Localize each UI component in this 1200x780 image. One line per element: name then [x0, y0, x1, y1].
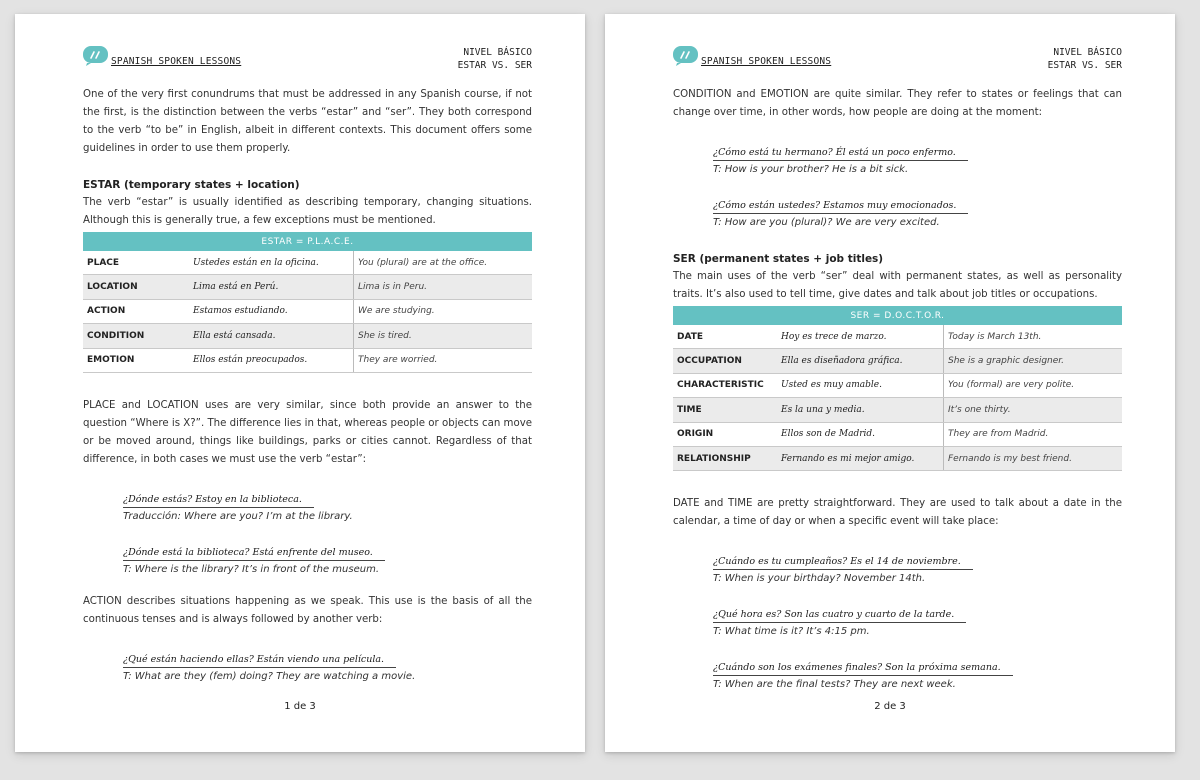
- page-number: 2 de 3: [874, 701, 906, 712]
- row-label: ORIGIN: [673, 422, 777, 446]
- row-spanish: Usted es muy amable.: [777, 373, 944, 397]
- estar-table: [83, 232, 532, 373]
- date-time-paragraph: DATE and TIME are pretty straightforward. They are used to talk about a date in the calendar, a time of day or when a specific event will take place:: [673, 498, 1122, 528]
- ser-table: [673, 306, 1122, 471]
- example-translation: Traducción: Where are you? I’m at the library.: [123, 510, 353, 522]
- example-block: [123, 647, 532, 686]
- table-row: [83, 348, 532, 372]
- example-spanish: ¿Cómo están ustedes? Estamos muy emocionados.: [713, 198, 968, 214]
- row-label: CHARACTERISTIC: [673, 373, 777, 397]
- place-location-paragraph: PLACE and LOCATION uses are very similar, since both provide an answer to the question “Where is X?”. The difference lies in that, whereas people or objects can move or be moved around, things like buildings, parks or cities cannot. Regardless of that difference, in both cases we must use the verb “estar”:: [83, 399, 532, 465]
- row-english: Lima is in Peru.: [354, 275, 533, 299]
- document-page-1: [15, 14, 585, 752]
- example-spanish: ¿Dónde está la biblioteca? Está enfrente del museo.: [123, 545, 385, 561]
- row-spanish: Ellos están preocupados.: [189, 348, 354, 372]
- example-translation: T: When is your birthday? November 14th.: [713, 573, 926, 585]
- header-right: [1048, 46, 1122, 72]
- row-spanish: Lima está en Perú.: [189, 275, 354, 299]
- brand-name: SPANISH SPOKEN LESSONS: [111, 56, 242, 67]
- table-row: [673, 398, 1122, 422]
- row-english: She is a graphic designer.: [944, 349, 1123, 373]
- table-row: [673, 422, 1122, 446]
- row-label: PLACE: [83, 251, 189, 275]
- row-label: ACTION: [83, 299, 189, 323]
- row-english: You (formal) are very polite.: [944, 373, 1123, 397]
- row-label: OCCUPATION: [673, 349, 777, 373]
- example-translation: T: When are the final tests? They are next week.: [713, 679, 956, 691]
- row-label: LOCATION: [83, 275, 189, 299]
- row-english: We are studying.: [354, 299, 533, 323]
- topic-label: ESTAR VS. SER: [1047, 60, 1122, 71]
- row-spanish: Ustedes están en la oficina.: [189, 251, 354, 275]
- estar-heading: ESTAR (temporary states + location): [83, 179, 300, 191]
- row-english: They are worried.: [354, 348, 533, 372]
- example-block: [713, 140, 1122, 232]
- ser-table-title: SER = D.O.C.T.O.R.: [673, 306, 1122, 325]
- example-translation: T: Where is the library? It’s in front of the museum.: [123, 563, 380, 575]
- row-spanish: Ella es diseñadora gráfica.: [777, 349, 944, 373]
- example-translation: T: How is your brother? He is a bit sick.: [713, 164, 909, 175]
- example-spanish: ¿Qué hora es? Son las cuatro y cuarto de la tarde.: [713, 607, 966, 623]
- row-spanish: Ella está cansada.: [189, 324, 354, 348]
- estar-intro: The verb “estar” is usually identified as describing temporary, changing situations. Although this is generally true, a few exceptions must be mentioned.: [83, 197, 532, 226]
- logo-icon: [83, 46, 108, 66]
- table-row: [83, 275, 532, 299]
- table-row: [673, 325, 1122, 349]
- document-page-2: [605, 14, 1175, 752]
- logo-icon: [673, 46, 698, 66]
- brand-name: SPANISH SPOKEN LESSONS: [701, 56, 832, 67]
- row-english: It’s one thirty.: [944, 398, 1123, 422]
- example-translation: T: What time is it? It’s 4:15 pm.: [713, 626, 870, 638]
- row-english: She is tired.: [354, 324, 533, 348]
- row-label: TIME: [673, 398, 777, 422]
- row-english: Fernando is my best friend.: [944, 446, 1123, 470]
- row-english: You (plural) are at the office.: [354, 251, 533, 275]
- row-english: They are from Madrid.: [944, 422, 1123, 446]
- ser-intro: The main uses of the verb “ser” deal with permanent states, as well as personality traits. It’s also used to tell time, give dates and talk about job titles or occupations.: [673, 271, 1122, 300]
- row-label: RELATIONSHIP: [673, 446, 777, 470]
- estar-table-title: ESTAR = P.L.A.C.E.: [83, 232, 532, 251]
- example-spanish: ¿Cómo está tu hermano? Él está un poco enfermo.: [713, 145, 968, 161]
- intro-paragraph: One of the very first conundrums that must be addressed in any Spanish course, if not the first, is the distinction between the verbs “estar” and “ser”. They both correspond to the verb “to be” in English, albeit in different contexts. This document offers some guidelines in order to use them properly.: [83, 89, 532, 154]
- row-spanish: Estamos estudiando.: [189, 299, 354, 323]
- table-row: [673, 349, 1122, 373]
- page-number: 1 de 3: [284, 701, 316, 712]
- row-english: Today is March 13th.: [944, 325, 1123, 349]
- level-label: NIVEL BÁSICO: [463, 47, 532, 58]
- page-header: [673, 14, 1122, 86]
- row-spanish: Ellos son de Madrid.: [777, 422, 944, 446]
- row-label: CONDITION: [83, 324, 189, 348]
- table-row: [673, 446, 1122, 470]
- table-row: [673, 373, 1122, 397]
- row-spanish: Hoy es trece de marzo.: [777, 325, 944, 349]
- table-row: [83, 251, 532, 275]
- example-block: [713, 549, 1122, 694]
- row-spanish: Es la una y media.: [777, 398, 944, 422]
- action-paragraph: ACTION describes situations happening as we speak. This use is the basis of all the continuous tenses and is always followed by another verb:: [83, 595, 532, 625]
- table-row: [83, 299, 532, 323]
- level-label: NIVEL BÁSICO: [1053, 47, 1122, 58]
- ser-heading: SER (permanent states + job titles): [673, 253, 884, 265]
- row-label: EMOTION: [83, 348, 189, 372]
- row-spanish: Fernando es mi mejor amigo.: [777, 446, 944, 470]
- example-translation: T: What are they (fem) doing? They are watching a movie.: [123, 670, 416, 682]
- example-spanish: ¿Cuándo son los exámenes finales? Son la próxima semana.: [713, 660, 1013, 676]
- table-row: [83, 324, 532, 348]
- page-header: [83, 14, 532, 86]
- example-translation: T: How are you (plural)? We are very excited.: [713, 217, 940, 228]
- example-block: [123, 487, 532, 579]
- example-spanish: ¿Qué están haciendo ellas? Están viendo una película.: [123, 652, 396, 668]
- header-right: [458, 46, 532, 72]
- topic-label: ESTAR VS. SER: [457, 60, 532, 71]
- condition-emotion-paragraph: CONDITION and EMOTION are quite similar. They refer to states or feelings that can change over time, in other words, how people are doing at the moment:: [673, 89, 1122, 118]
- example-spanish: ¿Dónde estás? Estoy en la biblioteca.: [123, 492, 314, 508]
- example-spanish: ¿Cuándo es tu cumpleaños? Es el 14 de noviembre.: [713, 554, 973, 570]
- row-label: DATE: [673, 325, 777, 349]
